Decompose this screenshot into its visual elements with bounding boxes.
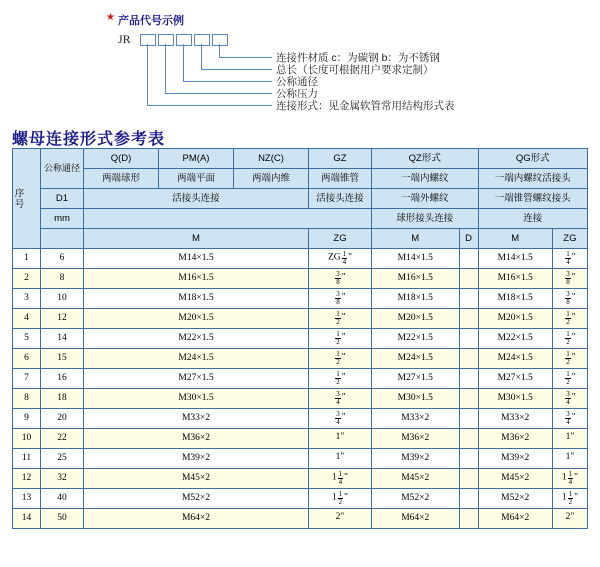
table-row (13, 409, 588, 429)
table-title: 螺母连接形式参考表 (12, 131, 166, 148)
header-qg-zg: ZG (552, 229, 587, 249)
cell-qg-zg: $\frac{1}{2}$ " (552, 309, 587, 329)
header-code-qg: QG形式 (478, 149, 587, 169)
cell-q-m: M24×1.5 (84, 349, 309, 369)
header-desc-nz: 两端内维 (234, 169, 309, 189)
cell-dn: 22 (41, 429, 84, 449)
cell-qg-zg: $\frac{3}{4}$ " (552, 409, 587, 429)
table-row (13, 489, 588, 509)
header-row-desc2 (13, 189, 588, 209)
cell-dn: 50 (41, 509, 84, 529)
cell-qg-zg: $\frac{1}{4}$ " (552, 249, 587, 269)
cell-qz-m: M22×1.5 (372, 329, 460, 349)
cell-qz-d (459, 429, 478, 449)
cell-qz-d (459, 349, 478, 369)
table-row (13, 449, 588, 469)
table-row (13, 249, 588, 269)
cell-qz-m: M39×2 (372, 449, 460, 469)
cell-seq: 8 (13, 389, 41, 409)
cell-qg-m: M22×1.5 (478, 329, 552, 349)
cell-qg-m: M45×2 (478, 469, 552, 489)
cell-qg-m: M36×2 (478, 429, 552, 449)
cell-qz-d (459, 449, 478, 469)
code-prefix: JR (118, 32, 131, 46)
cell-q-m: M27×1.5 (84, 369, 309, 389)
header-seq: 序号 (13, 149, 41, 249)
cell-q-m: M64×2 (84, 509, 309, 529)
code-box-2 (158, 34, 174, 46)
cell-qz-d (459, 249, 478, 269)
cell-dn: 12 (41, 309, 84, 329)
table-row (13, 269, 588, 289)
leader-h-3 (183, 81, 272, 82)
cell-qg-m: M14×1.5 (478, 249, 552, 269)
leader-line-4 (165, 44, 166, 93)
header-row-desc3 (13, 209, 588, 229)
cell-qz-m: M20×1.5 (372, 309, 460, 329)
header-desc-gz: 两端锥管 (309, 169, 372, 189)
cell-qg-zg: $\frac{3}{4}$ " (552, 389, 587, 409)
cell-qz-d (459, 509, 478, 529)
table-row (13, 509, 588, 529)
header-code-qz: QZ形式 (372, 149, 479, 169)
cell-qg-m: M24×1.5 (478, 349, 552, 369)
legend-title: 产品代号示例 (118, 15, 184, 27)
table-row (13, 369, 588, 389)
cell-qz-m: M45×2 (372, 469, 460, 489)
leader-line-2 (201, 44, 202, 69)
cell-qg-zg: $\frac{3}{8}$ " (552, 289, 587, 309)
header-conn-qg: 一端锥管螺纹接头 (478, 189, 587, 209)
header-row-codes (13, 149, 588, 169)
cell-qg-m: M30×1.5 (478, 389, 552, 409)
cell-gz: 1 $\frac{1}{2}$ " (309, 489, 372, 509)
cell-dn: 15 (41, 349, 84, 369)
cell-qz-d (459, 269, 478, 289)
header-dn: 公称通径 (41, 149, 84, 189)
cell-qz-d (459, 309, 478, 329)
code-box-1 (140, 34, 156, 46)
cell-dn: 16 (41, 369, 84, 389)
cell-gz: 2" (309, 509, 372, 529)
cell-qg-zg: $\frac{3}{8}$ " (552, 269, 587, 289)
table-body (13, 249, 588, 529)
cell-qg-m: M39×2 (478, 449, 552, 469)
cell-qz-m: M52×2 (372, 489, 460, 509)
cell-qz-d (459, 329, 478, 349)
cell-q-m: M20×1.5 (84, 309, 309, 329)
cell-q-m: M18×1.5 (84, 289, 309, 309)
cell-q-m: M22×1.5 (84, 329, 309, 349)
leader-line-5 (147, 44, 148, 105)
header-code-q: Q(D) (84, 149, 159, 169)
cell-q-m: M14×1.5 (84, 249, 309, 269)
cell-gz: $\frac{3}{4}$ " (309, 409, 372, 429)
cell-qz-m: M14×1.5 (372, 249, 460, 269)
cell-qg-m: M33×2 (478, 409, 552, 429)
table-row (13, 309, 588, 329)
cell-seq: 14 (13, 509, 41, 529)
cell-seq: 4 (13, 309, 41, 329)
cell-q-m: M45×2 (84, 469, 309, 489)
header-code-pm: PM(A) (159, 149, 234, 169)
cell-qg-m: M27×1.5 (478, 369, 552, 389)
cell-qg-zg: $\frac{1}{2}$ " (552, 349, 587, 369)
cell-qg-zg: 1 $\frac{1}{4}$ " (552, 469, 587, 489)
cell-gz: $\frac{3}{4}$ " (309, 389, 372, 409)
star-icon: ★ (106, 12, 115, 23)
table-row (13, 389, 588, 409)
legend-note-form: 连接形式：见金属软管常用结构形式表 (276, 100, 455, 112)
leader-h-5 (147, 105, 272, 106)
cell-gz: $\frac{1}{2}$ " (309, 369, 372, 389)
code-box-3 (176, 34, 192, 46)
cell-seq: 10 (13, 429, 41, 449)
table-row (13, 349, 588, 369)
cell-q-m: M39×2 (84, 449, 309, 469)
cell-gz: $\frac{1}{2}$ " (309, 329, 372, 349)
header-code-nz: NZ(C) (234, 149, 309, 169)
code-box-4 (194, 34, 210, 46)
cell-seq: 12 (13, 469, 41, 489)
cell-qz-m: M27×1.5 (372, 369, 460, 389)
header-blank-mid (84, 209, 372, 229)
cell-qz-d (459, 369, 478, 389)
cell-qg-m: M16×1.5 (478, 269, 552, 289)
cell-gz: $\frac{1}{2}$ " (309, 309, 372, 329)
table-row (13, 289, 588, 309)
cell-q-m: M33×2 (84, 409, 309, 429)
cell-qz-d (459, 409, 478, 429)
cell-seq: 7 (13, 369, 41, 389)
cell-qz-m: M30×1.5 (372, 389, 460, 409)
cell-qg-zg: $\frac{1}{2}$ " (552, 329, 587, 349)
cell-dn: 18 (41, 389, 84, 409)
cell-dn: 14 (41, 329, 84, 349)
cell-gz: 1" (309, 449, 372, 469)
cell-qz-m: M36×2 (372, 429, 460, 449)
cell-seq: 6 (13, 349, 41, 369)
cell-qz-m: M64×2 (372, 509, 460, 529)
cell-dn: 20 (41, 409, 84, 429)
header-conn-q: 活接头连接 (84, 189, 309, 209)
cell-gz: 1" (309, 429, 372, 449)
header-dn-unit: mm (41, 209, 84, 229)
legend-note-dn: 公称通径 (276, 76, 318, 88)
cell-qz-m: M33×2 (372, 409, 460, 429)
code-box-5 (212, 34, 228, 46)
cell-dn: 8 (41, 269, 84, 289)
cell-qg-m: M52×2 (478, 489, 552, 509)
cell-dn: 25 (41, 449, 84, 469)
cell-gz: ZG $\frac{1}{4}$ " (309, 249, 372, 269)
header-qz-d: D (459, 229, 478, 249)
cell-qg-m: M64×2 (478, 509, 552, 529)
header-desc-qg: 一端内螺纹活接头 (478, 169, 587, 189)
leader-h-4 (165, 93, 272, 94)
cell-qg-zg: 2" (552, 509, 587, 529)
cell-qz-m: M24×1.5 (372, 349, 460, 369)
header-desc-qz: 一端内螺纹 (372, 169, 479, 189)
header-join-qz: 球形接头连接 (372, 209, 479, 229)
table-row (13, 469, 588, 489)
header-join-qg: 连接 (478, 209, 587, 229)
cell-dn: 32 (41, 469, 84, 489)
header-qg-m: M (478, 229, 552, 249)
cell-gz: 1 $\frac{1}{4}$ " (309, 469, 372, 489)
nut-connection-table-wrap (12, 148, 588, 529)
product-code-legend (0, 0, 600, 118)
cell-gz: $\frac{3}{8}$ " (309, 269, 372, 289)
cell-seq: 2 (13, 269, 41, 289)
legend-note-material: 连接件材质 c：为碳钢 b：为不锈钢 (276, 52, 440, 64)
cell-qz-d (459, 489, 478, 509)
cell-qg-m: M18×1.5 (478, 289, 552, 309)
header-row-units (13, 229, 588, 249)
legend-note-length: 总长（长度可根据用户要求定制） (276, 64, 434, 76)
header-row-desc1 (13, 169, 588, 189)
cell-q-m: M30×1.5 (84, 389, 309, 409)
header-conn-gz: 活接头连接 (309, 189, 372, 209)
cell-q-m: M16×1.5 (84, 269, 309, 289)
cell-gz: $\frac{1}{2}$ " (309, 349, 372, 369)
header-desc-q: 两端球形 (84, 169, 159, 189)
cell-seq: 1 (13, 249, 41, 269)
cell-dn: 40 (41, 489, 84, 509)
leader-h-2 (201, 69, 272, 70)
cell-seq: 9 (13, 409, 41, 429)
leader-line-1 (219, 44, 220, 57)
header-d1: D1 (41, 189, 84, 209)
cell-dn: 6 (41, 249, 84, 269)
cell-qz-d (459, 389, 478, 409)
cell-seq: 11 (13, 449, 41, 469)
header-conn-qz: 一端外螺纹 (372, 189, 479, 209)
table-row (13, 429, 588, 449)
cell-qg-zg: 1 $\frac{1}{2}$ " (552, 489, 587, 509)
header-code-gz: GZ (309, 149, 372, 169)
cell-qg-zg: 1" (552, 429, 587, 449)
cell-q-m: M52×2 (84, 489, 309, 509)
table-head (13, 149, 588, 249)
header-qz-m: M (372, 229, 460, 249)
cell-q-m: M36×2 (84, 429, 309, 449)
nut-connection-table (12, 148, 588, 529)
header-desc-pm: 两端平面 (159, 169, 234, 189)
cell-qz-m: M18×1.5 (372, 289, 460, 309)
cell-seq: 13 (13, 489, 41, 509)
cell-qz-m: M16×1.5 (372, 269, 460, 289)
cell-qz-d (459, 289, 478, 309)
legend-note-pressure: 公称压力 (276, 88, 318, 100)
header-thread-zg: ZG (309, 229, 372, 249)
table-row (13, 329, 588, 349)
leader-h-1 (219, 57, 272, 58)
cell-qg-zg: 1" (552, 449, 587, 469)
leader-line-3 (183, 44, 184, 81)
cell-seq: 3 (13, 289, 41, 309)
header-unit-blank (41, 229, 84, 249)
cell-dn: 10 (41, 289, 84, 309)
cell-gz: $\frac{3}{8}$ " (309, 289, 372, 309)
cell-qz-d (459, 469, 478, 489)
cell-qg-m: M20×1.5 (478, 309, 552, 329)
cell-qg-zg: $\frac{1}{2}$ " (552, 369, 587, 389)
cell-seq: 5 (13, 329, 41, 349)
header-thread-m: M (84, 229, 309, 249)
